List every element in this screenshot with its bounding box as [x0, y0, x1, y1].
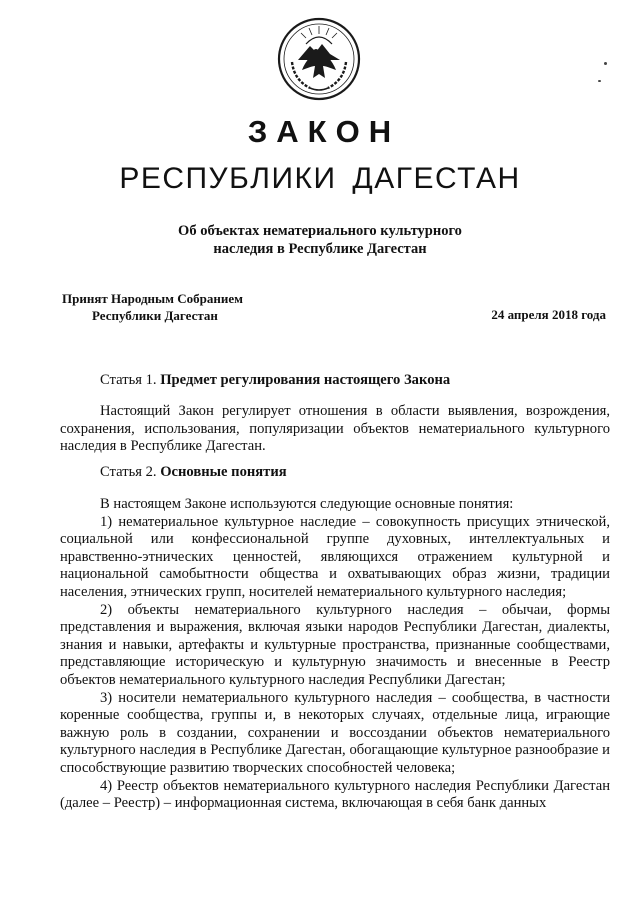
article1-heading: [100, 372, 450, 389]
document-subtitle: РЕСПУБЛИКИ ДАГЕСТАН: [119, 162, 521, 195]
article1-paragraph: Настоящий Закон регулирует отношения в области выявления, возрождения, сохранения, использования, популяризации объектов нематериального культурного наследия в Республике Дагестан.: [60, 403, 610, 455]
scan-speck: [604, 62, 607, 65]
law-name: [0, 222, 640, 258]
adoption-date: 24 апреля 2018 года: [491, 307, 606, 322]
law-name-line2: наследия в Республике Дагестан: [213, 241, 427, 257]
article1-title: Предмет регулирования настоящего Закона: [160, 372, 451, 388]
article2-item3: 3) носители нематериального культурного наследия – сообщества, в частности коренные сообщества, группы и, в некоторых случаях, отдельные лица, играющие важную роль в создании, сохранении и воссоздании объектов нематериального культурного наследия в Республике Дагестан, обогащающие культурное разнообразие и способствующие развитию творческих способностей человека;: [60, 689, 610, 776]
article2-item1: 1) нематериальное культурное наследие – совокупность присущих этнической, социальной или конфессиональной группе духовных, интеллектуальных и нравственно-этнических ценностей, являющихся отражением культурной и национальной самобытности общества и охватывающих образ жизни, традиции населения, этнических групп, носителей нематериального культурного наследия;: [60, 513, 610, 600]
article2-heading: [100, 464, 287, 481]
scan-speck: [598, 80, 601, 82]
article2-intro: В настоящем Законе используются следующие основные понятия:: [100, 496, 514, 512]
article1-body: [60, 403, 610, 456]
adoption-info: [62, 290, 243, 324]
article2-title: Основные понятия: [160, 464, 287, 480]
article1-label: Статья 1.: [100, 372, 161, 388]
adoption-line2: Республики Дагестан: [92, 308, 218, 323]
article2-body: [60, 496, 610, 813]
coat-of-arms-icon: [276, 16, 362, 102]
law-name-line1: Об объектах нематериального культурного: [178, 223, 462, 239]
adoption-line1: Принят Народным Собранием: [62, 291, 244, 306]
document-title: ЗАКОН: [247, 114, 401, 149]
article2-label: Статья 2.: [100, 464, 161, 480]
article2-item4: 4) Реестр объектов нематериального культурного наследия Республики Дагестан (далее – Реестр) – информационная система, включающая в себя банк данных: [60, 777, 610, 812]
article2-item2: 2) объекты нематериального культурного наследия – обычаи, формы представления и выражения, включая языки народов Республики Дагестан, диалекты, знания и навыки, артефакты и культурные пространства, признанные сообществами, представляющие историческую и культурную значимость и внесенные в Реестр объектов нематериального культурного наследия Республики Дагестан;: [60, 601, 610, 688]
